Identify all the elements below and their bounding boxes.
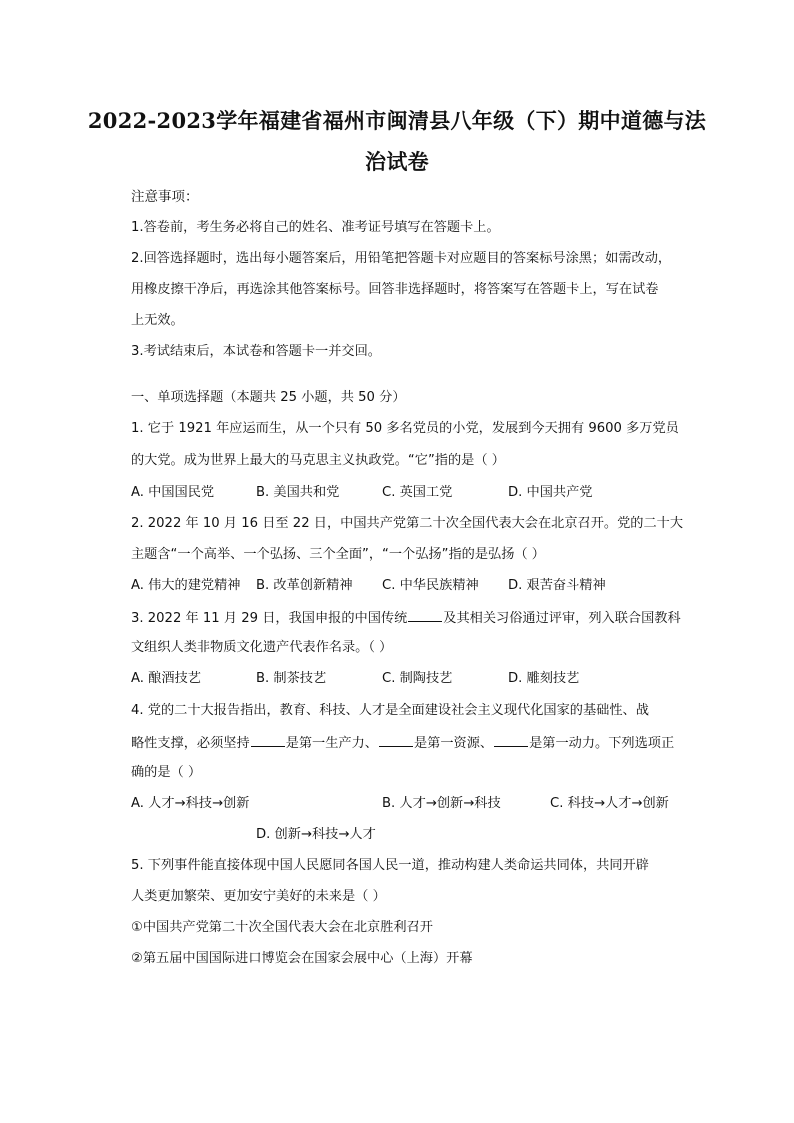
- question-4-line3: 确的是（ ）: [131, 765, 202, 780]
- question-2-option-c: C. 中华民族精神: [382, 578, 479, 593]
- question-1-option-b: B. 美国共和党: [256, 485, 340, 500]
- exam-title-line1: 2022-2023学年福建省福州市闽清县八年级（下）期中道德与法: [87, 108, 707, 133]
- question-4-option-c: C. 科技→人才→创新: [550, 796, 669, 811]
- question-2-line2: 主题含“一个高举、一个弘扬、三个全面”，“一个弘扬”指的是弘扬（ ）: [131, 547, 545, 562]
- question-3-line1: [131, 607, 681, 629]
- question-4-line2-part1: 略性支撑，必须坚持: [131, 736, 250, 751]
- question-3-option-d: D. 雕刻技艺: [508, 671, 580, 686]
- question-1-option-c: C. 英国工党: [382, 485, 453, 500]
- question-4-option-a: A. 人才→科技→创新: [131, 796, 250, 811]
- question-1-line1: 1. 它于 1921 年应运而生，从一个只有 50 多名党员的小党，发展到今天拥有 9600 多万党员: [131, 421, 679, 436]
- answer-blank: [408, 607, 442, 622]
- question-3-line1-part1: 3. 2022 年 11 月 29 日，我国申报的中国传统: [131, 611, 408, 626]
- question-5-item1: ①中国共产党第二十次全国代表大会在北京胜利召开: [131, 920, 433, 935]
- exam-title-line2: 治试卷: [365, 149, 429, 174]
- question-1-option-d: D. 中国共产党: [508, 485, 593, 500]
- question-4-line2-part3: 是第一资源、: [414, 736, 494, 751]
- question-5-line1: 5. 下列事件能直接体现中国人民愿同各国人民一道，推动构建人类命运共同体，共同开辟: [131, 858, 649, 873]
- notice-item-1: 1.答卷前，考生务必将自己的姓名、准考证号填写在答题卡上。: [131, 220, 500, 235]
- question-5-line2: 人类更加繁荣、更加安宁美好的未来是（ ）: [131, 889, 386, 904]
- question-1-line2: 的大党。成为世界上最大的马克思主义执政党。“它”指的是（ ）: [131, 453, 505, 468]
- question-1-option-a: A. 中国国民党: [131, 485, 215, 500]
- question-3-option-c: C. 制陶技艺: [382, 671, 453, 686]
- answer-blank: [251, 732, 285, 747]
- question-3-line1-part2: 及其相关习俗通过评审，列入联合国教科: [443, 611, 681, 626]
- question-2-option-b: B. 改革创新精神: [256, 578, 353, 593]
- question-3-option-b: B. 制茶技艺: [256, 671, 327, 686]
- answer-blank: [494, 732, 528, 747]
- notice-heading: 注意事项：: [131, 189, 199, 205]
- question-2-option-a: A. 伟大的建党精神: [131, 578, 241, 593]
- question-4-option-d: D. 创新→科技→人才: [256, 827, 376, 842]
- question-5-item2: ②第五届中国国际进口博览会在国家会展中心（上海）开幕: [131, 951, 473, 966]
- notice-item-2-line3: 上无效。: [131, 313, 184, 328]
- question-2-option-d: D. 艰苦奋斗精神: [508, 578, 606, 593]
- question-4-line2: [131, 732, 674, 754]
- notice-item-3: 3.考试结束后，本试卷和答题卡一并交回。: [131, 344, 381, 359]
- question-4-line2-part4: 是第一动力。下列选项正: [529, 736, 675, 751]
- question-4-line2-part2: 是第一生产力、: [285, 736, 378, 751]
- question-3-option-a: A. 酿酒技艺: [131, 671, 201, 686]
- question-4-option-b: B. 人才→创新→科技: [382, 796, 501, 811]
- question-3-line2: 文组织人类非物质文化遗产代表作名录。（ ）: [131, 640, 393, 655]
- question-4-line1: 4. 党的二十大报告指出，教育、科技、人才是全面建设社会主义现代化国家的基础性、战: [131, 703, 649, 718]
- notice-item-2-line2: 用橡皮擦干净后，再选涂其他答案标号。回答非选择题时，将答案写在答题卡上，写在试卷: [131, 282, 659, 297]
- answer-blank: [379, 732, 413, 747]
- section-heading: 一、单项选择题（本题共 25 小题，共 50 分）: [131, 390, 406, 405]
- notice-item-2-line1: 2.回答选择题时，选出每小题答案后，用铅笔把答题卡对应题目的答案标号涂黑；如需改动，: [131, 251, 672, 266]
- question-2-line1: 2. 2022 年 10 月 16 日至 22 日，中国共产党第二十次全国代表大会在北京召开。党的二十大: [131, 516, 684, 531]
